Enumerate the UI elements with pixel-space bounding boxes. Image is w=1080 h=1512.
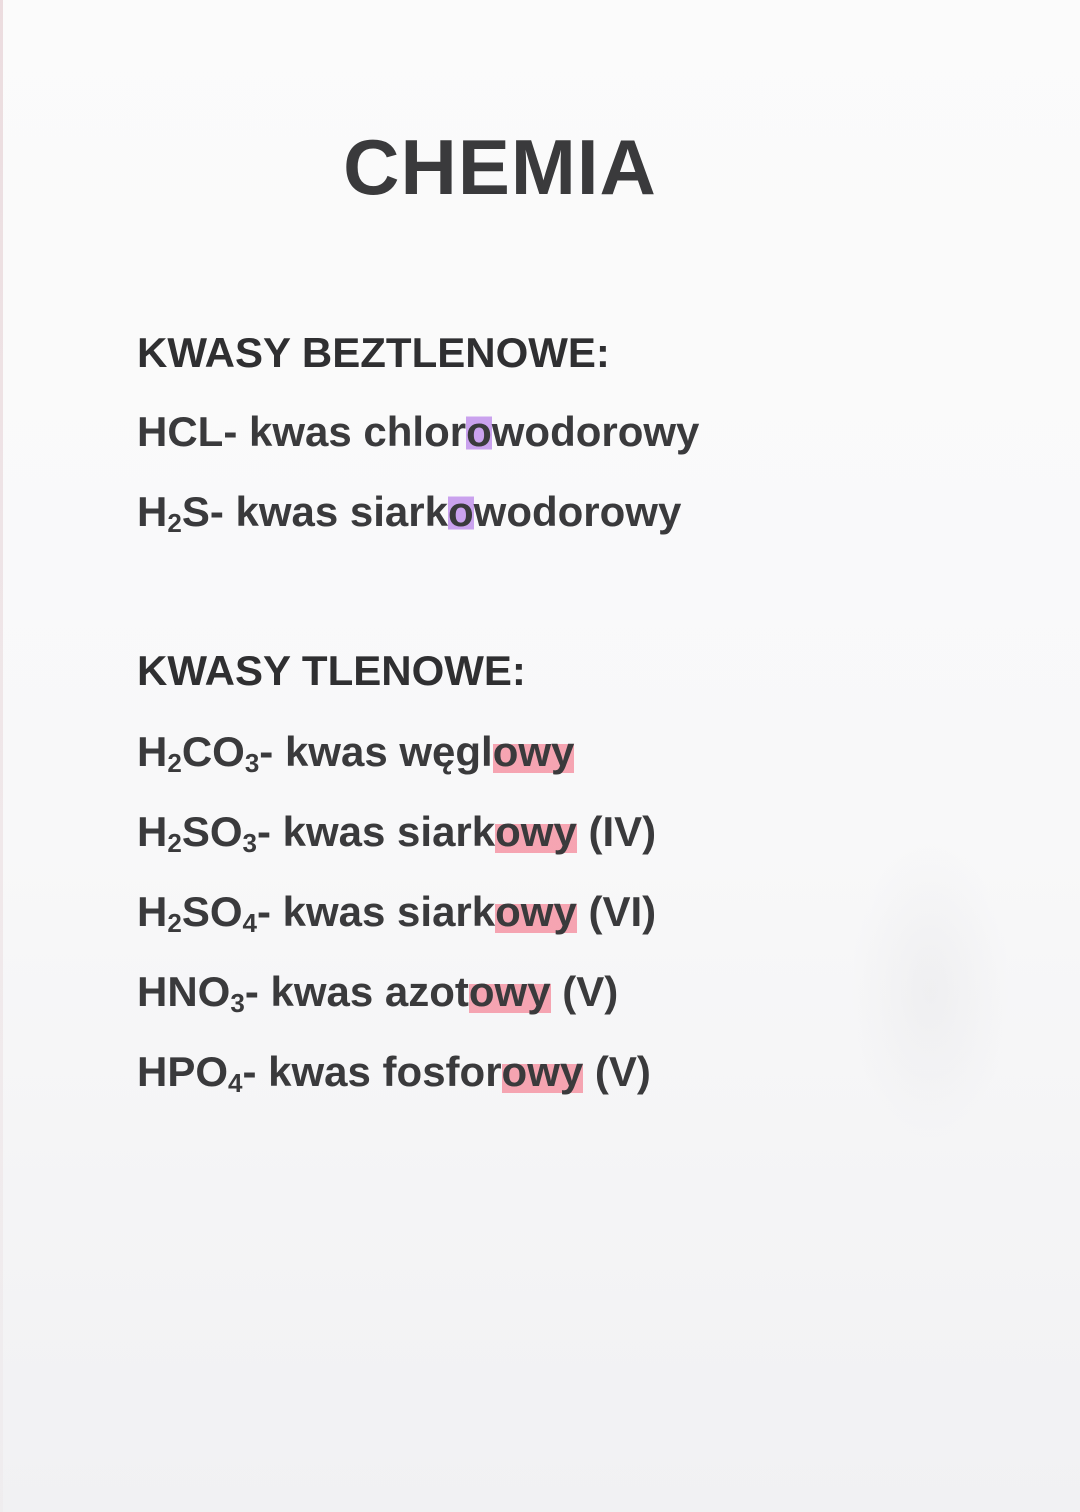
- acid-row-hno3: [137, 968, 619, 1018]
- highlighted-letter: o: [466, 408, 492, 455]
- page-title: CHEMIA: [343, 123, 657, 211]
- formula-part: S: [181, 488, 210, 535]
- separator: -: [223, 408, 249, 455]
- subscript: 4: [228, 1068, 243, 1098]
- subscript: 4: [242, 908, 257, 938]
- acid-name-stem: kwas azot: [270, 968, 469, 1015]
- subscript: 3: [244, 748, 260, 778]
- formula-part: HPO: [137, 1048, 229, 1095]
- separator: -: [256, 888, 283, 935]
- highlighted-ending: owy: [495, 888, 577, 935]
- paper-smudge: [850, 840, 1010, 1140]
- section-heading-beztlenowe: KWASY BEZTLENOWE:: [137, 329, 610, 376]
- acid-name-stem: kwas chlor: [248, 408, 467, 455]
- separator: -: [209, 488, 236, 535]
- highlighted-ending: owy: [495, 808, 577, 855]
- formula: HCL: [137, 408, 224, 455]
- formula-part: SO: [181, 808, 243, 855]
- acid-row-h2co3: [137, 728, 575, 778]
- acid-row-h2so3: [137, 808, 657, 858]
- subscript: 3: [230, 988, 245, 1018]
- oxidation-state: (VI): [576, 888, 657, 935]
- separator: -: [242, 1048, 269, 1095]
- subscript: 2: [167, 828, 182, 858]
- subscript: 3: [242, 828, 257, 858]
- highlighted-ending: owy: [501, 1048, 584, 1095]
- formula-part: H: [137, 728, 168, 775]
- acid-name-end: wodorowy: [473, 488, 682, 535]
- acid-name-stem: kwas siark: [235, 488, 448, 535]
- highlighted-ending: owy: [468, 968, 551, 1015]
- acid-row-hcl: [137, 408, 700, 455]
- formula-part: SO: [181, 888, 243, 935]
- highlighted-ending: owy: [492, 728, 575, 775]
- acid-row-h2so4: [137, 888, 657, 938]
- page-edge: [0, 0, 3, 1512]
- acid-name-stem: kwas węgl: [284, 728, 493, 775]
- acid-name-stem: kwas siark: [282, 888, 496, 935]
- oxidation-state: (V): [550, 968, 619, 1015]
- subscript: 2: [167, 508, 182, 538]
- acid-name-end: wodorowy: [491, 408, 700, 455]
- formula-part: CO: [181, 728, 245, 775]
- separator: -: [244, 968, 271, 1015]
- formula-part: HNO: [137, 968, 231, 1015]
- subscript: 2: [167, 748, 182, 778]
- highlighted-letter: o: [448, 488, 474, 535]
- acid-row-h2s: [137, 488, 682, 538]
- formula-part: H: [137, 488, 168, 535]
- oxidation-state: (V): [583, 1048, 651, 1095]
- formula-part: H: [137, 808, 168, 855]
- separator: -: [259, 728, 285, 775]
- oxidation-state: (IV): [576, 808, 657, 855]
- separator: -: [256, 808, 283, 855]
- acid-row-hpo4: [137, 1048, 651, 1098]
- acid-name-stem: kwas siark: [282, 808, 496, 855]
- acid-name-stem: kwas fosfor: [268, 1048, 502, 1095]
- section-heading-tlenowe: KWASY TLENOWE:: [137, 647, 526, 694]
- subscript: 2: [167, 908, 182, 938]
- formula-part: H: [137, 888, 168, 935]
